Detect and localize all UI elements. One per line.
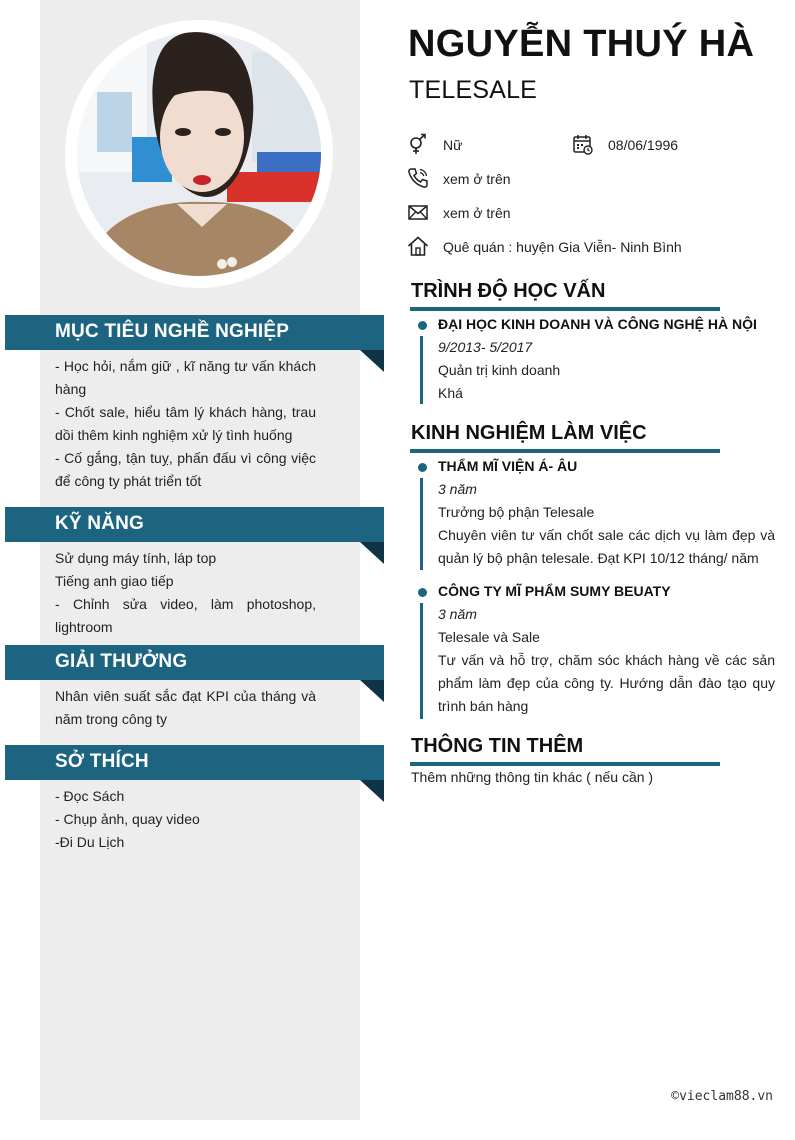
watermark: ©vieclam88.vn (671, 1089, 773, 1104)
timeline-dot (418, 588, 427, 597)
experience-item (438, 455, 775, 570)
candidate-position: TELESALE (409, 76, 538, 104)
awards-line: Nhân viên suất sắc đạt KPI của tháng và năm trong công ty (55, 688, 316, 727)
email-value: xem ở trên (443, 205, 511, 221)
education-underline (410, 307, 720, 311)
mail-icon (407, 201, 429, 223)
additional-heading: THÔNG TIN THÊM (411, 735, 584, 757)
skills-line: - Chỉnh sửa video, làm photoshop, lightroom (55, 596, 316, 635)
job-duration: 3 năm (438, 606, 477, 622)
hometown-value: Quê quán : huyện Gia Viễn- Ninh Bình (443, 239, 682, 255)
phone-icon (407, 167, 429, 189)
phone-value: xem ở trên (443, 171, 511, 187)
timeline-dot (418, 321, 427, 330)
company-name: THẨM MĨ VIỆN Á- ÂU (438, 458, 578, 474)
education-item (438, 313, 775, 405)
job-role: Trưởng bộ phận Telesale (438, 504, 595, 520)
additional-text: Thêm những thông tin khác ( nếu cần ) (411, 769, 654, 785)
hobbies-line: - Chụp ảnh, quay video (55, 811, 200, 827)
education-heading: TRÌNH ĐỘ HỌC VẤN (411, 280, 606, 302)
gender-icon (407, 133, 429, 155)
calendar-icon (572, 133, 594, 155)
objective-heading: MỤC TIÊU NGHỀ NGHIỆP (5, 315, 384, 350)
objective-heading-fold (360, 350, 384, 372)
hobbies-heading-fold (360, 780, 384, 802)
job-description: Tư vấn và hỗ trợ, chăm sóc khách hàng về các sản phẩm làm đẹp của công ty. Hướng dẫn đào tạo quy trình bán hàng (438, 652, 775, 714)
objective-line: - Học hỏi, nắm giữ , kĩ năng tư vấn khách hàng (55, 358, 316, 397)
hobbies-line: -Đi Du Lịch (55, 834, 125, 850)
timeline-line (420, 336, 423, 404)
job-role: Telesale và Sale (438, 629, 540, 645)
home-icon (407, 235, 429, 257)
timeline-line (420, 478, 423, 570)
additional-underline (410, 762, 720, 766)
birthday-value: 08/06/1996 (608, 137, 679, 153)
school-name: ĐẠI HỌC KINH DOANH VÀ CÔNG NGHỆ HÀ NỘI (438, 316, 757, 332)
job-description: Chuyên viên tư vấn chốt sale các dịch vụ làm đẹp và quản lý bộ phận telesale. Đạt KPI 10/12 tháng/ năm (438, 527, 775, 566)
school-major: Quản trị kinh doanh (438, 362, 561, 378)
hobbies-heading: SỞ THÍCH (5, 745, 384, 780)
timeline-dot (418, 463, 427, 472)
skills-heading-fold (360, 542, 384, 564)
skills-line: Sử dụng máy tính, láp top (55, 550, 217, 566)
hobbies-text (55, 785, 316, 854)
experience-heading: KINH NGHIỆM LÀM VIỆC (411, 422, 647, 444)
job-duration: 3 năm (438, 481, 477, 497)
skills-text (55, 547, 316, 639)
awards-text (55, 685, 316, 731)
school-period: 9/2013- 5/2017 (438, 339, 533, 355)
experience-underline (410, 449, 720, 453)
awards-heading: GIẢI THƯỞNG (5, 645, 384, 680)
objective-line: - Cố gắng, tận tuỵ, phấn đấu vì công việc để công ty phát triển tốt (55, 450, 316, 489)
skills-line: Tiếng anh giao tiếp (55, 573, 174, 589)
skills-heading: KỸ NĂNG (5, 507, 384, 542)
timeline-line (420, 603, 423, 719)
avatar-photo (77, 32, 321, 276)
experience-item (438, 580, 775, 718)
company-name: CÔNG TY MĨ PHẨM SUMY BEUATY (438, 583, 671, 599)
objective-line: - Chốt sale, hiểu tâm lý khách hàng, trau dồi thêm kinh nghiệm xử lý tình huống (55, 404, 316, 443)
awards-heading-fold (360, 680, 384, 702)
hobbies-line: - Đọc Sách (55, 788, 125, 804)
school-grade: Khá (438, 385, 463, 401)
avatar (77, 32, 321, 276)
objective-text (55, 355, 316, 493)
candidate-name: NGUYỄN THUÝ HÀ (408, 23, 755, 65)
gender-value: Nữ (443, 137, 463, 153)
